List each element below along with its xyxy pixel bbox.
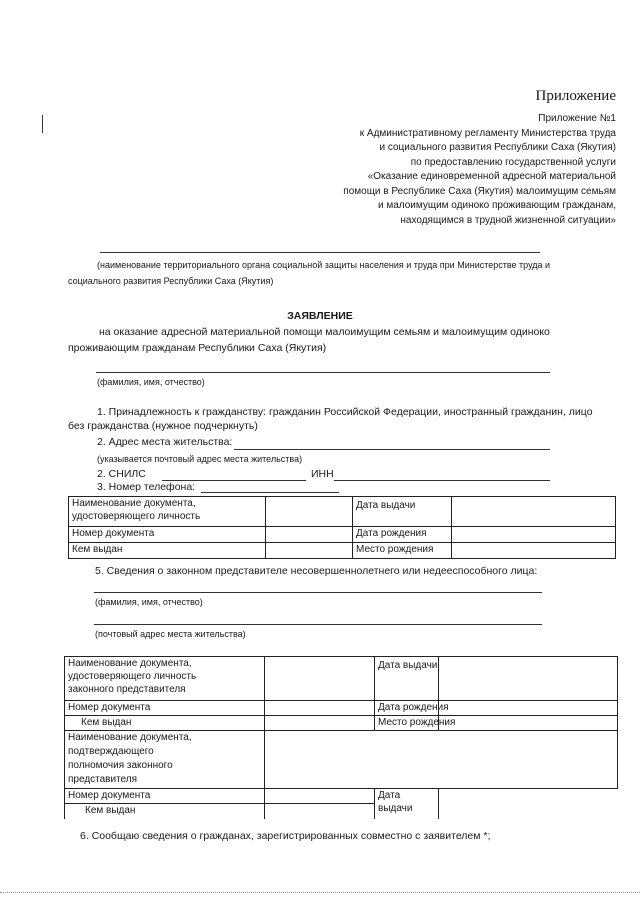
organ-caption-line2: социального развития Республики Саха (Якутия) <box>68 276 274 286</box>
birth-place-label: Место рождения <box>353 543 452 559</box>
representative-label: 5. Сведения о законном представителе несовершеннолетнего или недееспособного лица: <box>95 565 538 577</box>
appendix-line: и малоимущим одиноко проживающим гражданам, <box>377 200 616 211</box>
issued-by-label: Кем выдан <box>69 543 266 559</box>
cell-text: представителя <box>68 774 138 785</box>
table-row <box>65 716 618 731</box>
cell-text: законного представителя <box>68 684 186 695</box>
rep-doc-name-label <box>65 657 265 701</box>
rep-doc-number-label: Номер документа <box>65 701 265 716</box>
table-row <box>65 789 618 804</box>
auth-issue-date-label <box>375 789 439 819</box>
margin-mark <box>42 115 43 133</box>
address-caption: (указывается почтовый адрес места жительства) <box>97 454 303 464</box>
doc-name-value[interactable] <box>266 497 353 527</box>
rep-issue-date-value[interactable] <box>439 657 618 701</box>
citizenship-line1: 1. Принадлежность к гражданству: гражданин Российской Федерации, иностранный гражданин, лицо <box>97 406 593 418</box>
rep-address-caption: (почтовый адрес места жительства) <box>95 629 246 639</box>
citizenship-line2: без гражданства (нужное подчеркнуть) <box>68 420 258 432</box>
issue-date-label <box>353 497 452 527</box>
address-field[interactable] <box>234 449 550 450</box>
cell-text: Наименование документа, <box>68 658 192 669</box>
auth-issued-by-value[interactable] <box>265 804 375 819</box>
authority-doc-label <box>65 731 265 789</box>
authority-doc-value[interactable] <box>265 731 618 789</box>
auth-issue-date-value[interactable] <box>439 789 618 819</box>
organ-name-field[interactable] <box>100 252 540 253</box>
identity-table <box>68 496 616 559</box>
rep-doc-number-value[interactable] <box>265 701 375 716</box>
cell-text: полномочия законного <box>68 760 173 771</box>
table-row <box>65 731 618 789</box>
cell-text: Наименование документа, <box>68 732 192 743</box>
organ-caption-line1: (наименование территориального органа социальной защиты населения и труда при Министерстве труда и <box>97 260 551 270</box>
birth-place-value[interactable] <box>452 543 616 559</box>
appendix-block <box>343 112 616 228</box>
snils-label: 2. СНИЛС <box>97 468 146 480</box>
auth-issued-by-label: Кем выдан <box>65 804 265 819</box>
table-row <box>65 657 618 701</box>
issue-date-value[interactable] <box>452 497 616 527</box>
representative-table <box>64 656 618 819</box>
inn-label: ИНН <box>311 468 334 480</box>
table-row <box>69 497 616 527</box>
cell-text: Дата <box>378 790 401 801</box>
appendix-line: «Оказание единовременной адресной материальной <box>367 171 616 182</box>
rep-doc-name-value[interactable] <box>265 657 375 701</box>
appendix-line: и социального развития Республики Саха (Якутия) <box>379 142 616 153</box>
cell-text: Наименование документа, <box>72 498 196 509</box>
auth-doc-number-label: Номер документа <box>65 789 265 804</box>
appendix-line: помощи в Республике Саха (Якутия) малоимущим семьям <box>343 185 616 197</box>
statement-subtitle-line2: проживающим гражданам Республики Саха (Якутия) <box>68 342 327 354</box>
table-row <box>69 527 616 543</box>
doc-name-label <box>69 497 266 527</box>
appendix-line: Приложение №1 <box>538 113 616 124</box>
table-row <box>65 701 618 716</box>
cell-text: подтверждающего <box>68 746 154 757</box>
appendix-line: по предоставлению государственной услуги <box>410 156 616 168</box>
cell-text: удостоверяющего личность <box>68 671 197 682</box>
rep-birth-date-value[interactable] <box>439 701 618 716</box>
appendix-line: находящимся в трудной жизненной ситуации» <box>400 214 616 226</box>
phone-label: 3. Номер телефона: <box>97 481 196 493</box>
applicant-fio-field[interactable] <box>96 372 550 373</box>
cell-text: Дата выдачи <box>378 660 438 671</box>
rep-birth-date-label: Дата рождения <box>375 701 439 716</box>
phone-field[interactable] <box>201 492 339 493</box>
doc-number-label: Номер документа <box>69 527 266 543</box>
birth-date-label: Дата рождения <box>353 527 452 543</box>
rep-fio-field[interactable] <box>94 592 542 593</box>
birth-date-value[interactable] <box>452 527 616 543</box>
page-edge <box>0 892 640 893</box>
doc-number-value[interactable] <box>266 527 353 543</box>
rep-address-field[interactable] <box>94 624 542 625</box>
rep-issued-by-label: Кем выдан <box>65 716 265 731</box>
auth-doc-number-value[interactable] <box>265 789 375 804</box>
page-title: Приложение <box>535 88 616 104</box>
inn-field[interactable] <box>334 480 550 481</box>
rep-birth-place-label: Место рождения <box>375 716 439 731</box>
rep-birth-place-value[interactable] <box>439 716 618 731</box>
appendix-line: к Административному регламенту Министерства труда <box>359 127 616 139</box>
rep-issued-by-value[interactable] <box>265 716 375 731</box>
statement-subtitle-line1: на оказание адресной материальной помощи малоимущим семьям и малоимущим одиноко <box>99 326 550 338</box>
table-row <box>69 543 616 559</box>
cell-text: выдачи <box>378 803 413 814</box>
cell-text: Дата выдачи <box>356 500 416 511</box>
rep-issue-date-label <box>375 657 439 701</box>
cohabitants-label: 6. Сообщаю сведения о гражданах, зарегистрированных совместно с заявителем *; <box>80 830 491 842</box>
fio-caption: (фамилия, имя, отчество) <box>97 377 205 387</box>
address-label: 2. Адрес места жительства: <box>97 436 233 448</box>
issued-by-value[interactable] <box>266 543 353 559</box>
cell-text: удостоверяющего личность <box>72 511 201 522</box>
rep-fio-caption: (фамилия, имя, отчество) <box>95 597 203 607</box>
statement-heading: ЗАЯВЛЕНИЕ <box>287 310 353 322</box>
